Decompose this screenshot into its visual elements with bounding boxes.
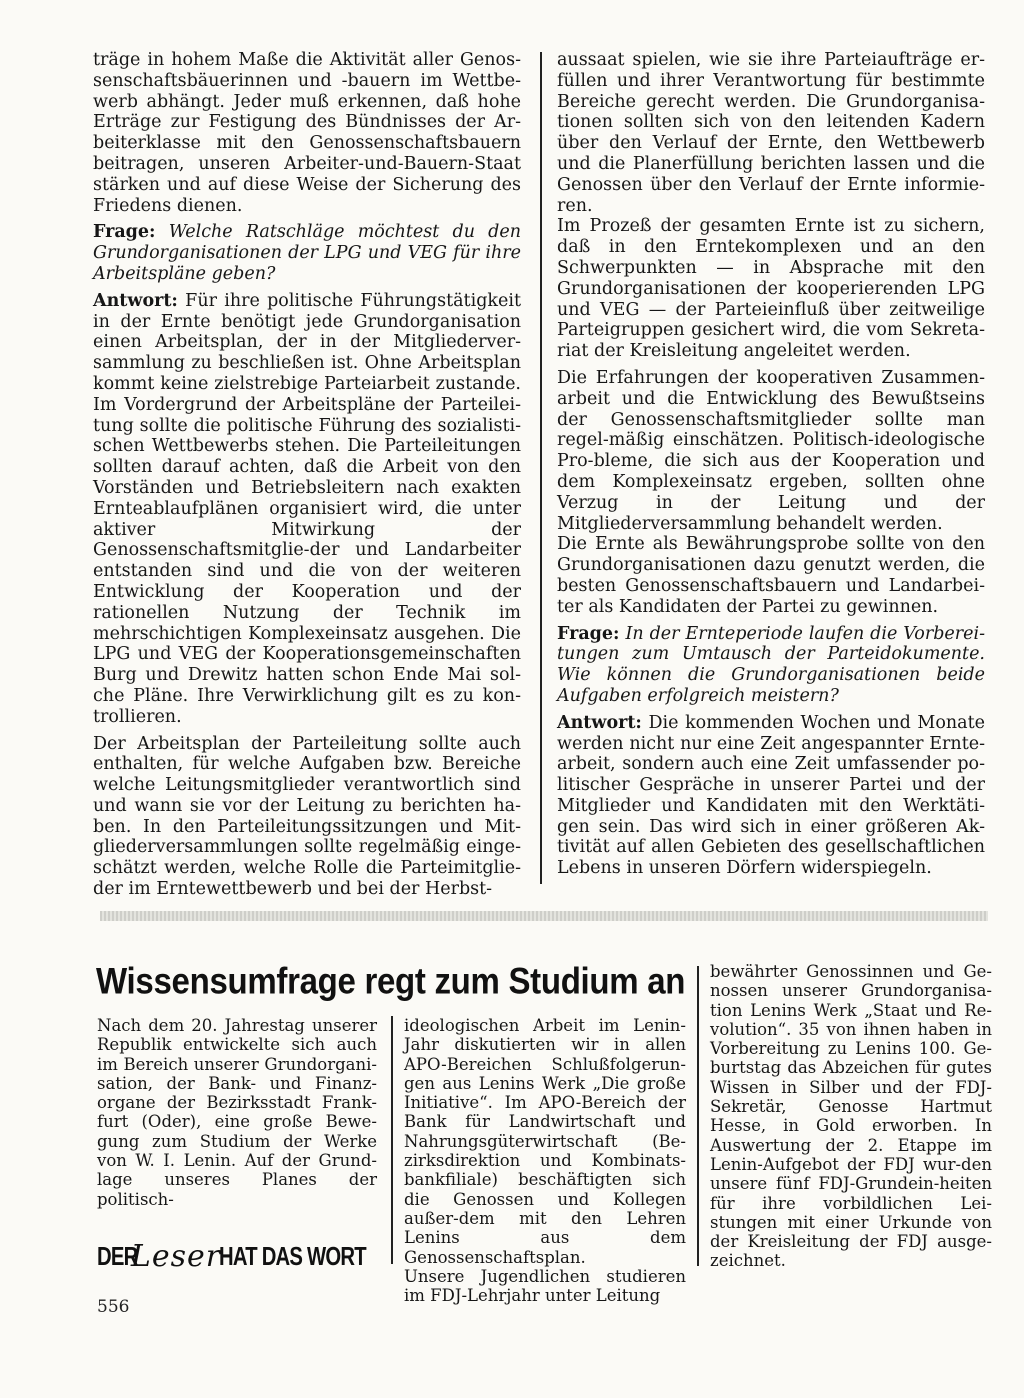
question-text: Welche Ratschläge möchtest du den Grundorganisationen der LPG und VEG für ihre Arbeitspläne geben? — [93, 222, 521, 284]
right-column — [557, 50, 985, 879]
paragraph: aussaat spielen, wie sie ihre Parteiaufträge er-füllen und ihrer Verantwortung für bestimmte Bereiche gerecht werden. Die Grundorganisa-tionen sollten sich von den leitenden Kadern über den Verlauf der Ernte, den Wettbewerb und die Planerfüllung berichten lassen und die Genossen über den Verlauf der Ernte informie-ren. — [557, 50, 985, 216]
page-number: 556 — [97, 1297, 130, 1317]
article-headline: Wissensumfrage regt zum Studium an — [96, 960, 686, 1002]
section-divider — [100, 911, 988, 921]
question-label: Frage: — [93, 222, 156, 243]
answer-label: Antwort: — [557, 712, 642, 733]
left-column — [93, 50, 521, 900]
answer-2 — [557, 713, 985, 879]
article-column-1 — [97, 1016, 377, 1209]
logo-text-der: DER — [97, 1240, 138, 1271]
question-label: Frage: — [557, 623, 620, 644]
logo-text-hat-das-wort: HAT DAS WORT — [219, 1240, 366, 1271]
question-2 — [557, 624, 985, 707]
answer-1 — [93, 291, 521, 728]
section-logo — [97, 1238, 377, 1274]
paragraph: Nach dem 20. Jahrestag unserer Republik entwickelte sich auch im Bereich unserer Grundorgani-sation, der Bank- und Finanz-organe der Bezirksstadt Frank-furt (Oder), eine große Bewe-gung zum Studium der Werke von W. I. Lenin. Auf der Grund-lage unseres Planes der politisch- — [97, 1016, 377, 1209]
column-rule — [540, 52, 542, 884]
answer-label: Antwort: — [93, 290, 178, 311]
paragraph: Unsere Jugendlichen studieren im FDJ-Lehrjahr unter Leitung — [404, 1266, 686, 1306]
paragraph: Der Arbeitsplan der Parteileitung sollte auch enthalten, für welche Aufgaben bzw. Bereiche welche Leitungsmitglieder verantwortlich sind und wann sie vor der Leitung zu berichten ha-ben. In den Parteileitungssitzungen und Mit-gliederversammlungen sollte regelmäßig einge-schätzt werden, welche Rolle die Parteimitglie-der im Erntewettbewerb und bei der Herbst- — [93, 733, 521, 900]
question-text: In der Ernteperiode laufen die Vorberei-tungen zum Umtausch der Parteidokumente. Wie können die Grundorganisationen beide Aufgaben erfolgreich meistern? — [557, 623, 985, 706]
paragraph: ideologischen Arbeit im Lenin-Jahr diskutierten wir in allen APO-Bereichen Schlußfolgerun-gen aus Lenins Werk „Die große Initiative“. Im APO-Bereich der Bank für Landwirtschaft und Nahrungsgüterwirtschaft (Be-zirksdirektion und Kombinats-bankfiliale) beschäftigten sich die Genossen und Kollegen außer-dem mit den Lehren Lenins aus dem Genossenschaftsplan. — [404, 1016, 686, 1267]
paragraph: Die Ernte als Bewährungsprobe sollte von den Grundorganisationen dazu genutzt werden, die besten Genossenschaftsbauern und Landarbei-ter als Kandidaten der Partei zu gewinnen. — [557, 534, 985, 617]
article-column-3 — [710, 962, 992, 1271]
paragraph: Die Erfahrungen der kooperativen Zusammen-arbeit und die Entwicklung des Bewußtseins der Genossenschaftsmitglieder sollte man regel-mäßig einschätzen. Politisch-ideologische Pro-bleme, die sich aus der Kooperation und dem Komplexeinsatz ergeben, sollten ohne Verzug in der Leitung und der Mitgliederversammlung behandelt werden. — [557, 367, 985, 534]
column-rule — [697, 966, 699, 1266]
answer-text: Für ihre politische Führungstätigkeit in der Ernte benötigt jede Grundorganisation einen Arbeitsplan, der in der Mitgliederver-sammlung zu beschließen ist. Ohne Arbeitsplan kommt keine zielstrebige Parteiarbeit zustande. Im Vordergrund der Arbeitspläne der Parteilei-tung sollte die politische Führung des sozialisti-schen Wettbewerbs stehen. Die Parteileitungen sollten darauf achten, daß die Arbeit von den Vorständen und Betriebsleitern nach exakten Ernteablaufplänen organisiert wird, die unter aktiver Mitwirkung der Genossenschaftsmitglie-der und Landarbeiter entstanden sind und die von der weiteren Entwicklung der Kooperation und der rationellen Nutzung der Technik im mehrschichtigen Komplexeinsatz ausgehen. Die LPG und VEG der Kooperationsgemeinschaften Burg und Drewitz hatten schon Ende Mai sol-che Pläne. Ihre Verwirklichung gilt es zu kon-trollieren. — [93, 290, 521, 727]
question-1 — [93, 222, 521, 284]
paragraph: bewährter Genossinnen und Ge-nossen unserer Grundorganisa-tion Lenins Werk „Staat und Re-volution“. 35 von ihnen haben in Vorbereitung zu Lenins 100. Ge-burtstag das Abzeichen für gutes Wissen in Silber und der FDJ-Sekretär, Genosse Hartmut Hesse, in Gold erworben. In Auswertung der 2. Etappe im Lenin-Aufgebot der FDJ wur-den unsere fünf FDJ-Grundein-heiten für ihre vorbildlichen Lei-stungen mit einer Urkunde von der Kreisleitung der FDJ ausge-zeichnet. — [710, 962, 992, 1271]
paragraph: träge in hohem Maße die Aktivität aller Genos-senschaftsbäuerinnen und -bauern im Wettbe-werb abhängt. Jeder muß erkennen, daß hohe Erträge zur Festigung des Bündnisses der Ar-beiterklasse mit den Genossenschaftsbauern beitragen, unseren Arbeiter-und-Bauern-Staat stärken und auf diese Weise der Sicherung des Friedens dienen. — [93, 50, 521, 216]
article-column-2 — [404, 1016, 686, 1305]
logo-script-leser: Leser — [130, 1238, 222, 1274]
column-rule — [391, 1016, 393, 1264]
answer-text: Die kommenden Wochen und Monate werden nicht nur eine Zeit angespannter Ernte-arbeit, sondern auch eine Zeit umfassender po-litischer Gespräche in unserer Partei und der Mitglieder und Kandidaten mit den Werktäti-gen sein. Das wird sich in einer größeren Ak-tivität auf allen Gebieten des gesellschaftlichen Lebens in unseren Dörfern widerspiegeln. — [557, 712, 985, 879]
paragraph: Im Prozeß der gesamten Ernte ist zu sichern, daß in den Erntekomplexen und an den Schwerpunkten — in Absprache mit den Grundorganisationen der kooperierenden LPG und VEG — der Parteieinfluß über zeitweilige Parteigruppen gesichert wird, die vom Sekreta-riat der Kreisleitung angeleitet werden. — [557, 216, 985, 362]
